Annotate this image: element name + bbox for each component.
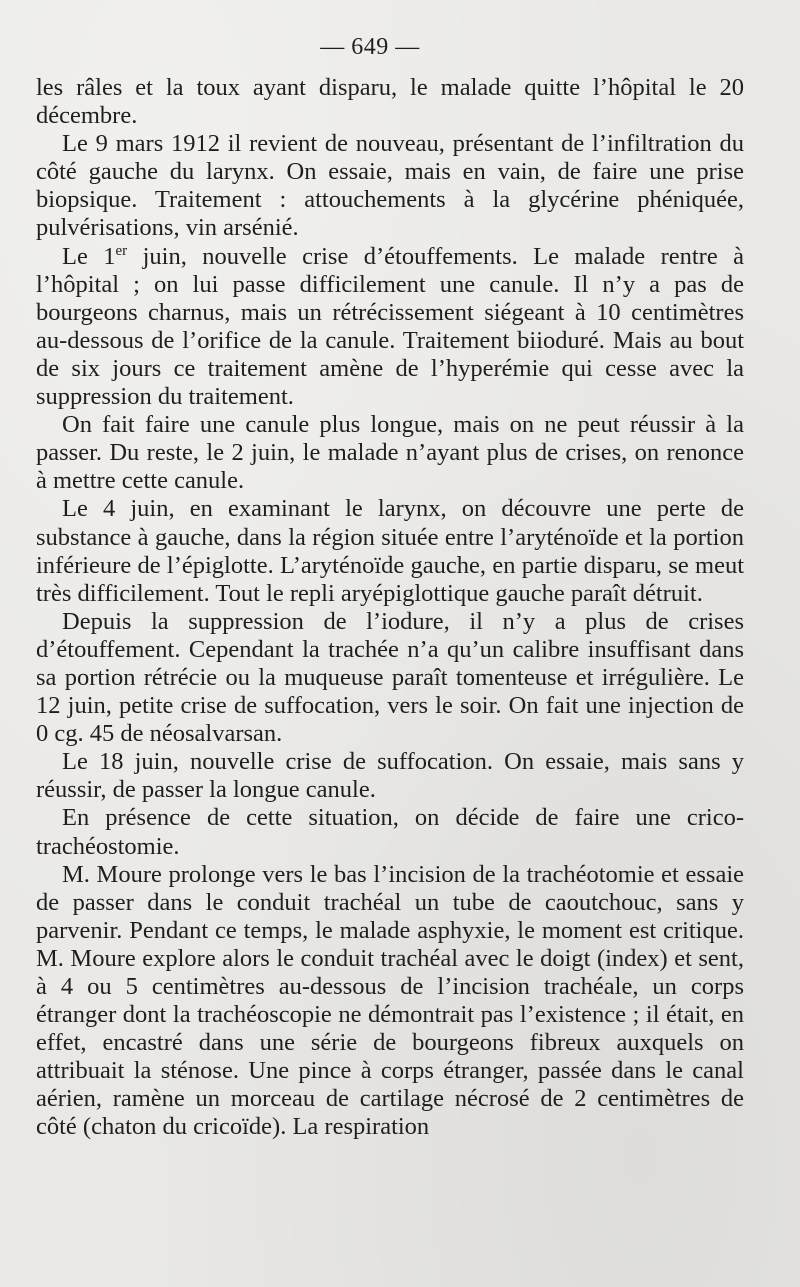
paragraph-2: Le 9 mars 1912 il revient de nouveau, présentant de l’infiltration du côté gauche du larynx. On essaie, mais en vain, de faire une prise biopsique. Traitement : attouchements à la glycérine phéniquée, pulvérisations, vin arsénié. (36, 130, 744, 242)
paragraph-8: En présence de cette situation, on décide de faire une crico-trachéostomie. (36, 804, 744, 860)
paragraph-3-date-superscript: er (115, 242, 128, 259)
paragraph-9: M. Moure prolonge vers le bas l’incision de la trachéotomie et essaie de passer dans le conduit trachéal un tube de caoutchouc, sans y parvenir. Pendant ce temps, le malade asphyxie, le moment est critique. M. Moure explore alors le conduit trachéal avec le doigt (index) et sent, à 4 ou 5 centimètres au-dessous de l’incision trachéale, un corps étranger dont la trachéoscopie ne démontrait pas l’existence ; il était, en effet, encastré dans une série de bourgeons fibreux auxquels on attribuait la sténose. Une pince à corps étranger, passée dans le canal aérien, ramène un morceau de cartilage nécrosé de 2 centimètres de côté (chaton du cricoïde). La respiration (36, 860, 744, 1141)
paragraph-3-date-prefix: Le 1 (62, 242, 116, 270)
paragraph-6: Depuis la suppression de l’iodure, il n’y a plus de crises d’étouffement. Cependant la trachée n’a qu’un calibre insuffisant dans sa portion rétrécie ou la muqueuse paraît tomenteuse et irrégulière. Le 12 juin, petite crise de suffocation, vers le soir. On fait une injection de 0 cg. 45 de néosalvarsan. (36, 607, 744, 748)
paragraph-1: les râles et la toux ayant disparu, le malade quitte l’hôpital le 20 décembre. (36, 74, 744, 130)
paragraph-3-text: nouvelle crise d’étouffements. Le malade rentre à l’hôpital ; on lui passe difficilement une canule. Il n’y a pas de bourgeons charnus, mais un rétrécissement siégeant à 10 centimètres au-dessous de l’orifice de la canule. Traitement biioduré. Mais au bout de six jours ce traitement amène de l’hyperémie qui cesse avec la suppression du traitement. (36, 242, 745, 411)
paragraph-5: Le 4 juin, en examinant le larynx, on découvre une perte de substance à gauche, dans la région située entre l’aryténoïde et la portion inférieure de l’épiglotte. L’aryténoïde gauche, en partie disparu, se meut très difficilement. Tout le repli aryépiglottique gauche paraît détruit. (36, 495, 744, 607)
paragraph-3-date-word: juin, (142, 242, 187, 270)
paragraph-3 (36, 243, 744, 412)
page-number: — 649 — (320, 34, 420, 60)
paragraph-4: On fait faire une canule plus longue, mais on ne peut réussir à la passer. Du reste, le 2 juin, le malade n’ayant plus de crises, on renonce à mettre cette canule. (36, 411, 744, 495)
body-text (36, 74, 744, 1142)
paragraph-7: Le 18 juin, nouvelle crise de suffocation. On essaie, mais sans y réussir, de passer la longue canule. (36, 748, 744, 804)
